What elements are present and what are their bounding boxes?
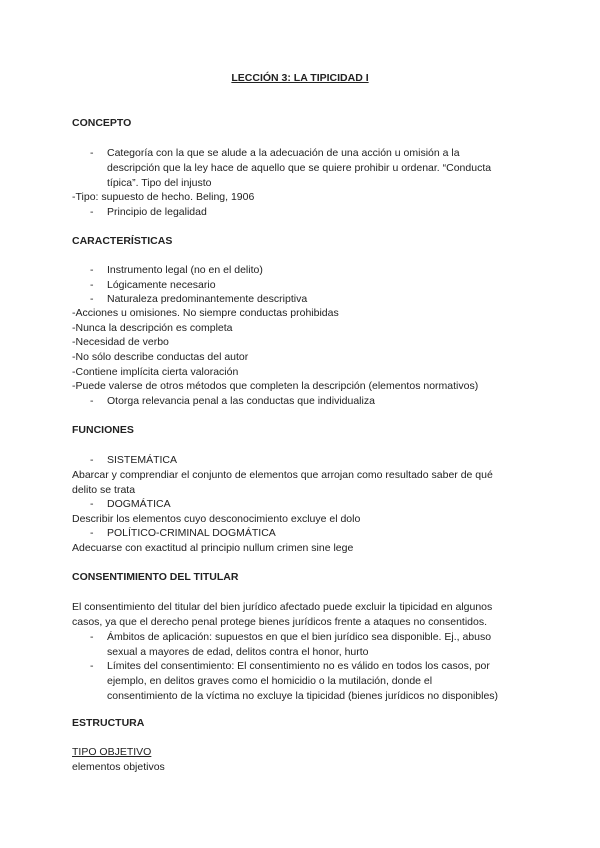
bullet-text: Lógicamente necesario (107, 279, 216, 291)
text-line: Adecuarse con exactitud al principio nullum crimen sine lege (72, 542, 354, 554)
text-line: -Puede valerse de otros métodos que completen la descripción (elementos normativos) (72, 380, 479, 392)
bullet-text: Instrumento legal (no en el delito) (107, 264, 263, 276)
text-line: Abarcar y comprendiar el conjunto de elementos que arrojan como resultado saber de qué (72, 469, 493, 481)
text-line: -Tipo: supuesto de hecho. Beling, 1906 (72, 191, 255, 203)
bullet-dash: - (90, 264, 94, 276)
bullet-text: Categoría con la que se alude a la adecuación de una acción u omisión a la (107, 147, 460, 159)
bullet-dash: - (90, 631, 94, 643)
bullet-text: sexual a mayores de edad, delitos contra el honor, hurto (107, 646, 369, 658)
bullet-dash: - (90, 498, 94, 510)
bullet-text: SISTEMÁTICA (107, 454, 178, 466)
section-heading-funciones: FUNCIONES (72, 424, 134, 436)
bullet-text: Límites del consentimiento: El consentimiento no es válido en todos los casos, por (107, 660, 490, 672)
text-line: -Contiene implícita cierta valoración (72, 366, 239, 378)
bullet-text: Ámbitos de aplicación: supuestos en que el bien jurídico sea disponible. Ej., abuso (107, 631, 492, 643)
section-heading-consentimiento: CONSENTIMIENTO DEL TITULAR (72, 571, 239, 583)
section-heading-caracteristicas: CARACTERÍSTICAS (72, 235, 173, 247)
bullet-text: DOGMÁTICA (107, 498, 171, 510)
text-line: -No sólo describe conductas del autor (72, 351, 249, 363)
bullet-dash: - (90, 527, 94, 539)
bullet-text: consentimiento de la víctima no excluye la tipicidad (bienes jurídicos no disponibles) (107, 690, 499, 702)
text-line: -Necesidad de verbo (72, 336, 169, 348)
bullet-text: Naturaleza predominantemente descriptiva (107, 293, 308, 305)
paragraph-line: casos, ya que el derecho penal protege bienes jurídicos frente a ataques no consentidos. (72, 616, 488, 628)
bullet-dash: - (90, 660, 94, 672)
subheading-tipo-objetivo: TIPO OBJETIVO (72, 746, 152, 758)
page-title: LECCIÓN 3: LA TIPICIDAD I (231, 72, 369, 84)
text-line: delito se trata (72, 484, 136, 496)
bullet-text: descripción que la ley hace de aquello que se quiere prohibir u ordenar. “Conducta (107, 162, 492, 174)
bullet-text: ejemplo, en delitos graves como el homicidio o la mutilación, donde el (107, 675, 433, 687)
section-heading-estructura: ESTRUCTURA (72, 717, 145, 729)
section-heading-concepto: CONCEPTO (72, 117, 132, 129)
text-line: Describir los elementos cuyo desconocimiento excluye el dolo (72, 513, 361, 525)
bullet-dash: - (90, 147, 94, 159)
text-line: elementos objetivos (72, 761, 165, 773)
bullet-dash: - (90, 279, 94, 291)
bullet-text: Principio de legalidad (107, 206, 207, 218)
bullet-text: típica”. Tipo del injusto (107, 177, 212, 189)
text-line: -Nunca la descripción es completa (72, 322, 233, 334)
bullet-dash: - (90, 395, 94, 407)
bullet-dash: - (90, 454, 94, 466)
bullet-dash: - (90, 293, 94, 305)
paragraph-line: El consentimiento del titular del bien jurídico afectado puede excluir la tipicidad en algunos (72, 601, 493, 613)
bullet-dash: - (90, 206, 94, 218)
bullet-text: POLÍTICO-CRIMINAL DOGMÁTICA (107, 527, 276, 539)
text-line: -Acciones u omisiones. No siempre conductas prohibidas (72, 307, 339, 319)
bullet-text: Otorga relevancia penal a las conductas que individualiza (107, 395, 375, 407)
